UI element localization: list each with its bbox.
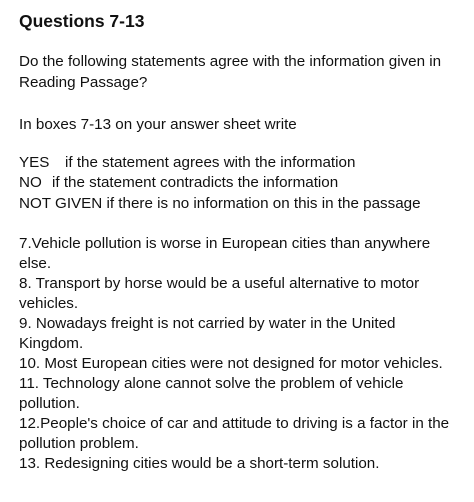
- question-11-line-2: pollution.: [19, 395, 80, 412]
- instruction-line-1: Do the following statements agree with the information given in: [19, 53, 442, 70]
- question-8-line-1: 8. Transport by horse would be a useful alternative to motor: [19, 275, 420, 292]
- question-12-line-2: pollution problem.: [19, 435, 139, 452]
- key-no-word: NO: [19, 174, 42, 191]
- key-yes: [19, 153, 355, 173]
- question-8-line-2: vehicles.: [19, 295, 79, 312]
- question-9-line-1: 9. Nowadays freight is not carried by water in the United: [19, 315, 396, 332]
- key-yes-word: YES: [19, 154, 50, 171]
- question-7-line-2: else.: [19, 255, 52, 272]
- boxes-note: In boxes 7-13 on your answer sheet write: [19, 116, 297, 133]
- key-no-desc: if the statement contradicts the information: [52, 174, 339, 191]
- question-13: 13. Redesigning cities would be a short-term solution.: [19, 455, 380, 472]
- section-heading: Questions 7-13: [19, 11, 145, 31]
- question-11-line-1: 11. Technology alone cannot solve the problem of vehicle: [19, 375, 404, 392]
- question-10: 10. Most European cities were not designed for motor vehicles.: [19, 355, 443, 372]
- key-not-given: NOT GIVEN if there is no information on this in the passage: [19, 195, 421, 212]
- instruction-line-2: Reading Passage?: [19, 74, 148, 91]
- question-12-line-1: 12.People's choice of car and attitude to driving is a factor in the: [19, 415, 450, 432]
- key-no: [19, 173, 338, 193]
- key-yes-desc: if the statement agrees with the information: [65, 154, 356, 171]
- question-7-line-1: 7.Vehicle pollution is worse in European cities than anywhere: [19, 235, 431, 252]
- question-9-line-2: Kingdom.: [19, 335, 84, 352]
